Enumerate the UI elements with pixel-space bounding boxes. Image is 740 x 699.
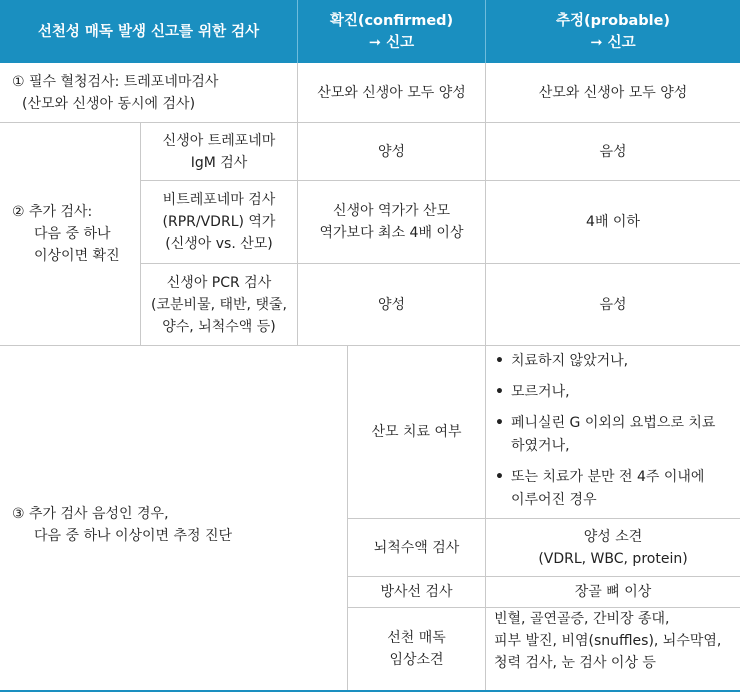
header-probable-report: ➞ 신고	[590, 34, 636, 51]
row2-igm-confirmed	[298, 123, 485, 180]
header-col-confirmed	[298, 0, 485, 63]
row2-nontrep-confirmed-line2: 역가보다 최소 4배 이상	[319, 225, 464, 241]
row3-csf-text: 뇌척수액 검사	[373, 539, 460, 556]
header-test-label: 선천성 매독 발생 신고를 위한 검사	[37, 23, 260, 40]
divider	[347, 345, 348, 690]
row1-confirmed	[298, 64, 485, 122]
divider	[0, 122, 740, 123]
row2-sub-pcr	[141, 264, 297, 345]
header-divider	[297, 0, 298, 63]
row2-nontrep-confirmed	[298, 181, 485, 263]
row3-radiology-text: 방사선 검사	[380, 584, 453, 600]
divider	[0, 345, 740, 346]
bullet-item	[495, 412, 735, 458]
row1-probable	[486, 64, 740, 122]
row2-label-line1: ② 추가 검사:	[12, 204, 93, 220]
row3-label	[0, 346, 347, 690]
bullet-item	[495, 381, 735, 404]
row2-label-line3: 이상이면 확진	[34, 248, 120, 264]
row2-sub-nontrep-line1: 비트레포네마 검사	[162, 192, 276, 208]
divider	[297, 63, 298, 345]
row3-csf-value-line2: (VDRL, WBC, protein)	[538, 550, 688, 567]
row1-label-line1: ① 필수 혈청검사: 트레포네마검사	[12, 74, 219, 90]
row2-nontrep-probable	[486, 181, 740, 263]
divider	[348, 607, 740, 608]
header-col-test	[0, 0, 297, 63]
row3-clinical-value-line2: 피부 발진, 비염(snuffles), 뇌수막염,	[494, 633, 722, 649]
row3-csf-value	[486, 519, 740, 576]
row2-igm-probable-text: 음성	[599, 143, 627, 160]
bullet-text-cont: 하였거나,	[511, 438, 570, 454]
row2-sub-pcr-line3: 양수, 뇌척수액 등)	[162, 318, 276, 335]
header-divider	[485, 0, 486, 63]
row3-clinical-line1: 선천 매독	[387, 630, 446, 646]
row1-label	[0, 64, 297, 122]
bullet-item	[495, 466, 735, 512]
row2-sub-pcr-line1: 신생아 PCR 검사	[166, 274, 272, 291]
row2-label-line2: 다음 중 하나	[34, 226, 111, 242]
row2-label	[0, 123, 140, 345]
row3-radiology	[348, 577, 485, 607]
row2-pcr-confirmed	[298, 264, 485, 345]
row2-igm-probable	[486, 123, 740, 180]
row2-igm-confirmed-text: 양성	[377, 143, 406, 160]
row2-pcr-probable-text: 음성	[599, 296, 627, 313]
divider	[140, 122, 141, 345]
divider	[348, 576, 740, 577]
row2-sub-nontrep-line2: (RPR/VDRL) 역가	[162, 214, 276, 230]
row3-csf	[348, 519, 485, 576]
row3-clinical-line2: 임상소견	[389, 652, 444, 668]
bullet-text: 또는 치료가 분만 전 4주 이내에	[511, 469, 705, 485]
row1-probable-text: 산모와 신생아 모두 양성	[538, 85, 688, 101]
row3-label-line2: 다음 중 하나 이상이면 추정 진단	[34, 528, 233, 544]
row3-csf-value-line1: 양성 소견	[583, 528, 643, 545]
row3-maternal-treatment	[348, 346, 485, 518]
row2-sub-nontreponemal	[141, 181, 297, 263]
header-confirmed-report: ➞ 신고	[368, 34, 415, 51]
bullet-text: 모르거나,	[511, 384, 570, 400]
row3-radiology-value-text: 장골 뼈 이상	[574, 584, 652, 600]
row2-sub-pcr-line2: (코분비물, 태반, 탯줄,	[151, 296, 287, 313]
bullet-item	[495, 350, 735, 373]
row2-sub-nontrep-line3: (신생아 vs. 산모)	[165, 236, 273, 252]
row2-sub-igm-line1: 신생아 트레포네마	[162, 132, 276, 149]
bullet-text-cont: 이루어진 경우	[511, 492, 597, 508]
row3-clinical-value	[486, 608, 740, 690]
bullet-text: 치료하지 않았거나,	[511, 353, 629, 369]
header-col-probable	[486, 0, 740, 63]
row1-label-line2: (산모와 신생아 동시에 검사)	[22, 96, 196, 112]
row3-label-line1: ③ 추가 검사 음성인 경우,	[12, 506, 169, 522]
row3-radiology-value	[486, 577, 740, 607]
row2-pcr-confirmed-text: 양성	[377, 296, 406, 313]
row2-sub-igm-line2: IgM 검사	[190, 154, 248, 171]
row3-maternal-treatment-text: 산모 치료 여부	[371, 424, 462, 440]
row2-nontrep-confirmed-line1: 신생아 역가가 산모	[332, 203, 451, 219]
header-probable-label: 추정(probable)	[555, 12, 671, 29]
header-confirmed-label: 확진(confirmed)	[329, 12, 454, 29]
divider	[485, 63, 486, 690]
row1-confirmed-text: 산모와 신생아 모두 양성	[317, 85, 466, 101]
row2-nontrep-probable-text: 4배 이하	[586, 214, 640, 230]
row2-sub-igm	[141, 123, 297, 180]
row3-clinical-value-line3: 청력 검사, 눈 검사 이상 등	[494, 655, 656, 671]
row3-maternal-treatment-list	[495, 350, 735, 520]
row3-clinical	[348, 608, 485, 690]
bullet-text: 페니실린 G 이외의 요법으로 치료	[511, 415, 716, 431]
row2-pcr-probable	[486, 264, 740, 345]
row3-clinical-value-line1: 빈혈, 골연골증, 간비장 종대,	[494, 611, 670, 627]
table-bottom-border	[0, 690, 740, 692]
divider	[141, 180, 740, 181]
divider	[141, 263, 740, 264]
divider	[348, 518, 740, 519]
